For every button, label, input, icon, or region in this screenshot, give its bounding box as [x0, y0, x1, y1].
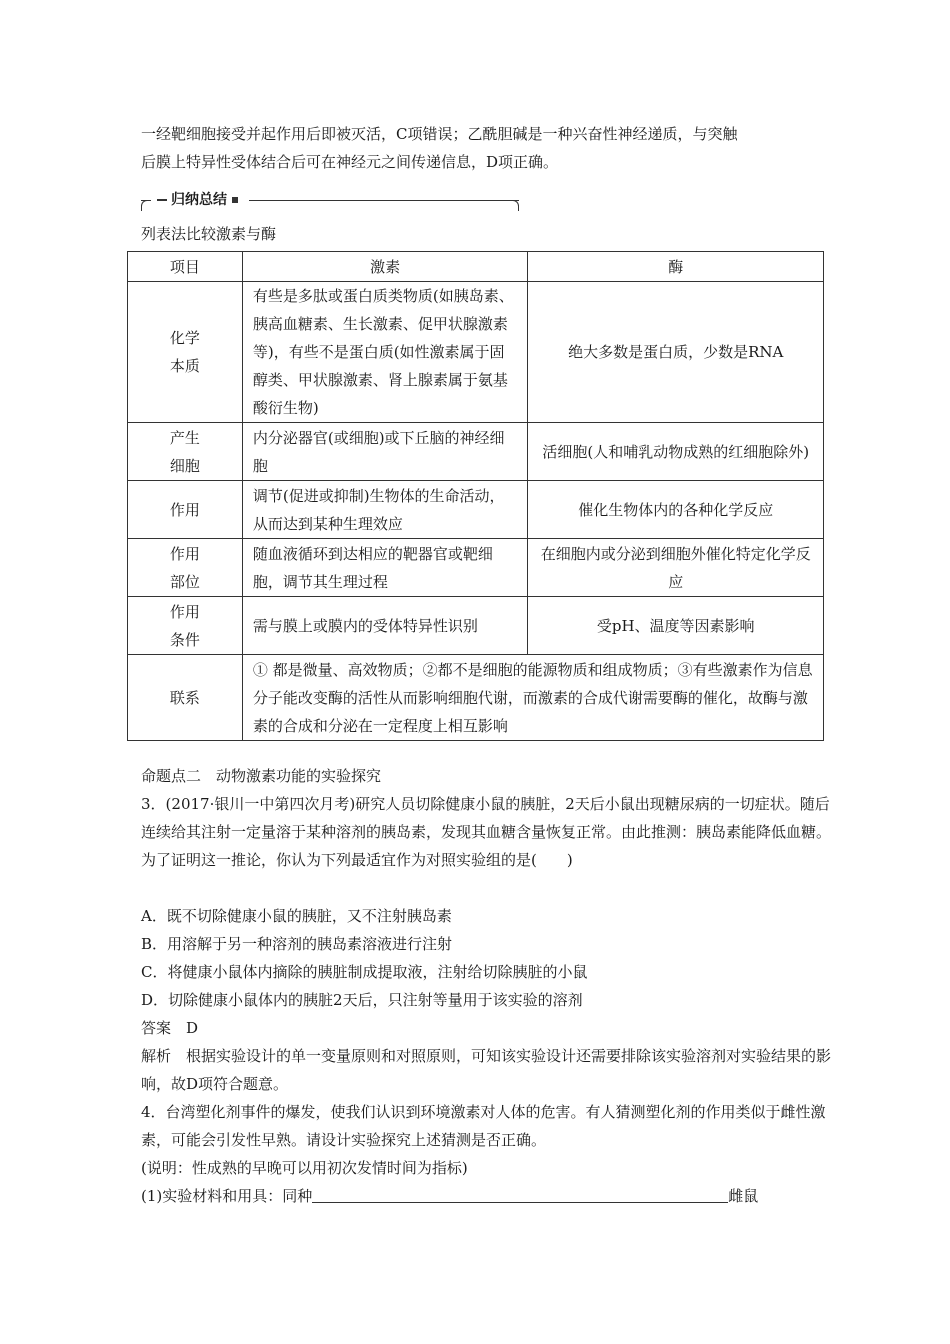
row-hormone-cell: 有些是多肽或蛋白质类物质(如胰岛素、胰高血糖素、生长激素、促甲状腺激素等)，有些不是蛋白质(如性激素属于固醇类、甲状腺激素、肾上腺素属于氨基酸衍生物)	[242, 282, 528, 423]
row-hormone-cell: 需与膜上或膜内的受体特异性识别	[242, 597, 528, 655]
table-link-row	[128, 655, 824, 741]
row-item-label: 产生 细胞	[128, 423, 243, 481]
intro-line-1: 一经靶细胞接受并起作用后即被灭活，C项错误；乙酰胆碱是一种兴奋性神经递质，与突触	[141, 125, 738, 143]
section-title: 命题点二 动物激素功能的实验探究	[141, 767, 382, 785]
table-row	[128, 423, 824, 481]
q3-option-b: B．用溶解于另一种溶剂的胰岛素溶液进行注射	[141, 935, 453, 953]
summary-right-corner	[510, 200, 519, 211]
summary-left-corner	[141, 200, 150, 211]
table-row	[128, 597, 824, 655]
table-header-row	[128, 252, 824, 282]
q3-option-c: C．将健康小鼠体内摘除的胰脏制成提取液，注射给切除胰脏的小鼠	[141, 963, 588, 981]
summary-title-block	[151, 190, 249, 210]
q4-item-1-prefix: (1)实验材料和用具：同种	[141, 1187, 313, 1205]
row-hormone-cell: 内分泌器官(或细胞)或下丘脑的神经细胞	[242, 423, 528, 481]
row-hormone-cell: 调节(促进或抑制)生物体的生命活动，从而达到某种生理效应	[242, 481, 528, 539]
table-row	[128, 282, 824, 423]
q4-item-1	[141, 1182, 831, 1210]
row-enzyme-cell: 催化生物体内的各种化学反应	[528, 481, 824, 539]
dash-icon	[157, 199, 167, 201]
row-item-label: 化学 本质	[128, 282, 243, 423]
q4-item-1-suffix: 雌鼠	[728, 1187, 759, 1205]
summary-title: 归纳总结	[171, 192, 227, 208]
table-row	[128, 481, 824, 539]
header-hormone: 激素	[242, 252, 528, 282]
row-item-label: 作用 部位	[128, 539, 243, 597]
row-item-label: 作用 条件	[128, 597, 243, 655]
answer-blank[interactable]	[312, 1184, 728, 1203]
row-enzyme-cell: 活细胞(人和哺乳动物成熟的红细胞除外)	[528, 423, 824, 481]
intro-line-2: 后膜上特异性受体结合后可在神经元之间传递信息，D项正确。	[141, 153, 559, 171]
q3-answer: 答案 D	[141, 1019, 199, 1037]
row-enzyme-cell: 绝大多数是蛋白质，少数是RNA	[528, 282, 824, 423]
q3-option-a: A．既不切除健康小鼠的胰脏，又不注射胰岛素	[141, 907, 452, 925]
q3-analysis: 解析 根据实验设计的单一变量原则和对照原则，可知该实验设计还需要排除该实验溶剂对实验结果的影响，故D项符合题意。	[141, 1047, 832, 1093]
q4-note: (说明：性成熟的早晚可以用初次发情时间为指标)	[141, 1159, 468, 1177]
table-caption: 列表法比较激素与酶	[141, 225, 277, 243]
comparison-table	[127, 251, 824, 741]
q3-stem: 3．(2017·银川一中第四次月考)研究人员切除健康小鼠的胰脏，2天后小鼠出现糖尿病的一切症状。随后连续给其注射一定量溶于某种溶剂的胰岛素，发现其血糖含量恢复正常。由此推测：胰岛素能降低血糖。为了证明这一推论，你认为下列最适宜作为对照实验组的是( )	[141, 795, 832, 869]
row-item-label: 作用	[128, 481, 243, 539]
row-hormone-cell: 随血液循环到达相应的靶器官或靶细胞，调节其生理过程	[242, 539, 528, 597]
summary-header	[141, 190, 519, 212]
table-row	[128, 539, 824, 597]
row-enzyme-cell: 受pH、温度等因素影响	[528, 597, 824, 655]
q3-option-d: D．切除健康小鼠体内的胰脏2天后，只注射等量用于该实验的溶剂	[141, 991, 583, 1009]
header-item: 项目	[128, 252, 243, 282]
row-enzyme-cell: 在细胞内或分泌到细胞外催化特定化学反应	[528, 539, 824, 597]
q4-stem: 4．台湾塑化剂事件的爆发，使我们认识到环境激素对人体的危害。有人猜测塑化剂的作用类似于雌性激素，可能会引发性早熟。请设计实验探究上述猜测是否正确。	[141, 1103, 826, 1149]
link-label: 联系	[128, 655, 243, 741]
link-text: ① 都是微量、高效物质；②都不是细胞的能源物质和组成物质；③有些激素作为信息分子能改变酶的活性从而影响细胞代谢，而激素的合成代谢需要酶的催化，故酶与激素的合成和分泌在一定程度上相互影响	[242, 655, 823, 741]
header-enzyme: 酶	[528, 252, 824, 282]
square-bullet-icon	[232, 197, 238, 203]
